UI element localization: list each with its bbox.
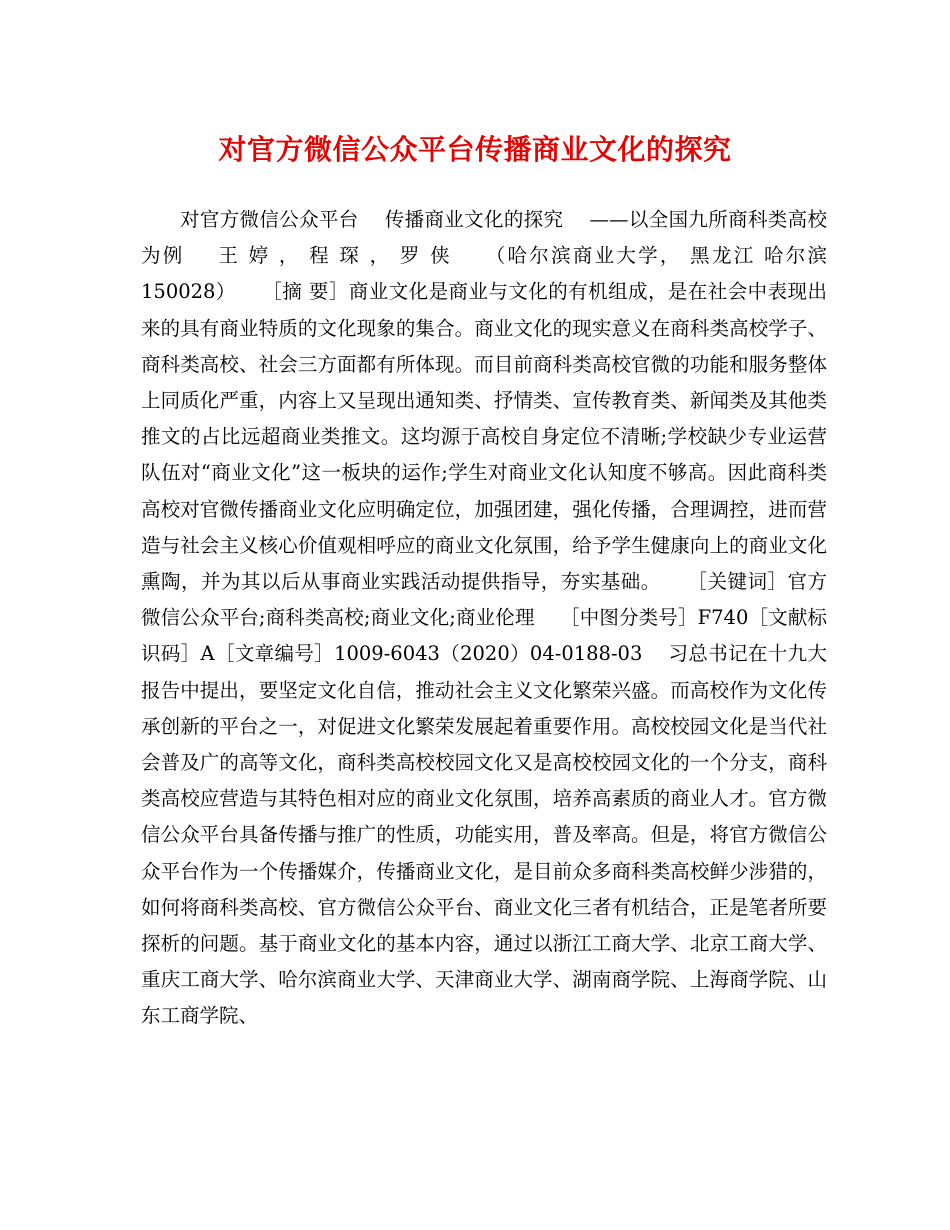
document-title: 对官方微信公众平台传播商业文化的探究 (218, 133, 732, 166)
article-body (141, 202, 834, 1035)
body-paragraph: 对官方微信公众平台 传播商业文化的探究 ——以全国九所商科类高校为例 王 婷 ， 程 琛 ， 罗 侠 （哈尔滨商业大学， 黑龙江 哈尔滨 150028） ［摘 要］商业文化是商业与文化的有机组成，是在社会中表现出来的具有商业特质的文化现象的集合。商业文化的现实意义在商科类高校学子、商科类高校、社会三方面都有所体现。而目前商科类高校官微的功能和服务整体上同质化严重，内容上又呈现出通知类、抒情类、宣传教育类、新闻类及其他类推文的占比远超商业类推文。这均源于高校自身定位不清晰;学校缺少专业运营队伍对“商业文化”这一板块的运作;学生对商业文化认知度不够高。因此商科类高校对官微传播商业文化应明确定位，加强团建，强化传播，合理调控，进而营造与社会主义核心价值观相呼应的商业文化氛围，给予学生健康向上的商业文化熏陶，并为其以后从事商业实践活动提供指导，夯实基础。 ［关键词］官方微信公众平台;商科类高校;商业文化;商业伦理 ［中图分类号］F740［文献标识码］A［文章编号］1009-6043（2020）04-0188-03 习总书记在十九大报告中提出，要坚定文化自信，推动社会主义文化繁荣兴盛。而高校作为文化传承创新的平台之一，对促进文化繁荣发展起着重要作用。高校校园文化是当代社会普及广的高等文化，商科类高校校园文化又是高校校园文化的一个分支，商科类高校应营造与其特色相对应的商业文化氛围，培养高素质的商业人才。官方微信公众平台具备传播与推广的性质，功能实用，普及率高。但是，将官方微信公众平台作为一个传播媒介，传播商业文化，是目前众多商科类高校鲜少涉猎的，如何将商科类高校、官方微信公众平台、商业文化三者有机结合，正是笔者所要探析的问题。基于商业文化的基本内容，通过以浙江工商大学、北京工商大学、重庆工商大学、哈尔滨商业大学、天津商业大学、湖南商学院、上海商学院、山东工商学院、 (141, 208, 834, 1028)
